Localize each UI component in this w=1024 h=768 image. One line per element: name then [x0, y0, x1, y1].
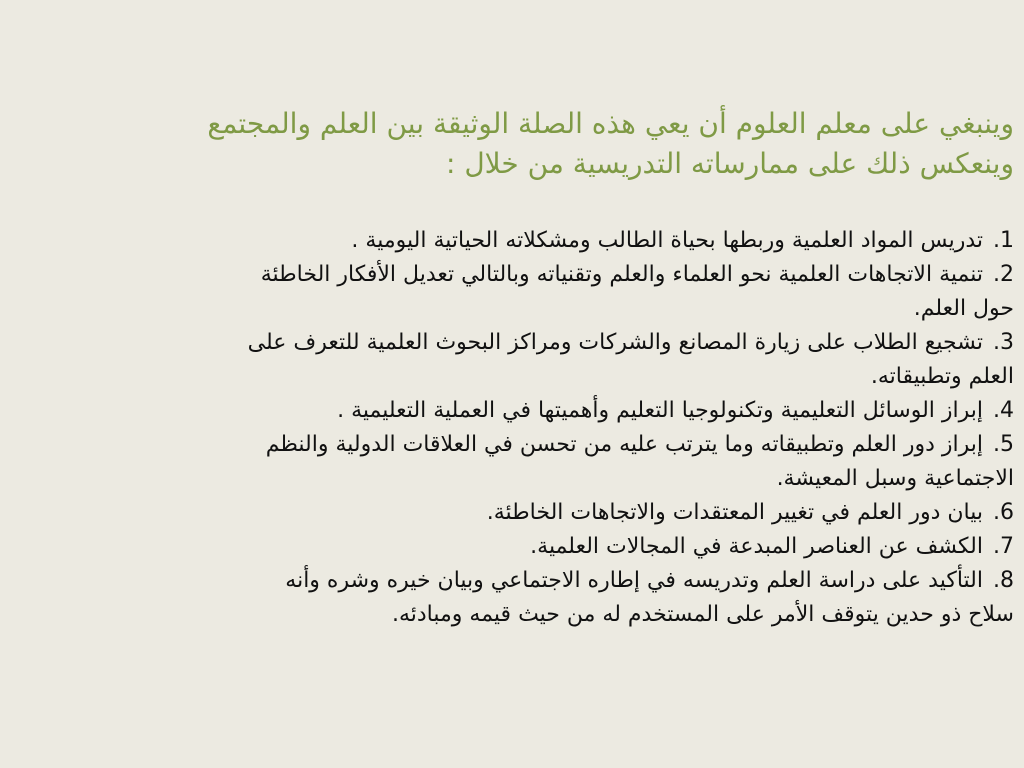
- item-text-continued: الاجتماعية وسبل المعيشة.: [776, 466, 1014, 491]
- item-text: التأكيد على دراسة العلم وتدريسه في إطاره الاجتماعي وبيان خيره وشره وأنه: [285, 568, 983, 593]
- list-item-1: [10, 224, 1014, 258]
- item-text-continued: العلم وتطبيقاته.: [870, 364, 1014, 389]
- item-number: 3.: [993, 330, 1014, 355]
- item-text-continued: سلاح ذو حدين يتوقف الأمر على المستخدم له من حيث قيمه ومبادئه.: [391, 602, 1014, 627]
- item-text: إبراز دور العلم وتطبيقاته وما يترتب عليه من تحسن في العلاقات الدولية والنظم: [265, 432, 983, 457]
- list-item-2: [10, 258, 1014, 326]
- item-text: تنمية الاتجاهات العلمية نحو العلماء والعلم وتقنياته وبالتالي تعديل الأفكار الخاطئة: [260, 262, 983, 287]
- list-item-4: [10, 394, 1014, 428]
- item-number: 2.: [993, 262, 1014, 287]
- item-text: الكشف عن العناصر المبدعة في المجالات العلمية.: [530, 534, 983, 559]
- item-number: 7.: [993, 534, 1014, 559]
- item-text-continued: حول العلم.: [913, 296, 1014, 321]
- item-number: 1.: [993, 228, 1014, 253]
- title-line-1: وينبغي على معلم العلوم أن يعي هذه الصلة الوثيقة بين العلم والمجتمع: [207, 107, 1014, 140]
- item-number: 4.: [993, 398, 1014, 423]
- item-text: تدريس المواد العلمية وربطها بحياة الطالب ومشكلاته الحياتية اليومية .: [351, 228, 983, 253]
- list-item-5: [10, 428, 1014, 496]
- item-text: تشجيع الطلاب على زيارة المصانع والشركات ومراكز البحوث العلمية للتعرف على: [247, 330, 983, 355]
- list-item-8: [10, 564, 1014, 632]
- list-item-7: [10, 530, 1014, 564]
- slide-title: [10, 104, 1014, 184]
- item-number: 6.: [993, 500, 1014, 525]
- numbered-list: [10, 224, 1014, 632]
- item-number: 8.: [993, 568, 1014, 593]
- item-text: إبراز الوسائل التعليمية وتكنولوجيا التعليم وأهميتها في العملية التعليمية .: [337, 398, 983, 423]
- list-item-3: [10, 326, 1014, 394]
- title-line-2: وينعكس ذلك على ممارساته التدريسية من خلال :: [446, 147, 1014, 180]
- list-item-6: [10, 496, 1014, 530]
- item-text: بيان دور العلم في تغيير المعتقدات والاتجاهات الخاطئة.: [486, 500, 983, 525]
- item-number: 5.: [993, 432, 1014, 457]
